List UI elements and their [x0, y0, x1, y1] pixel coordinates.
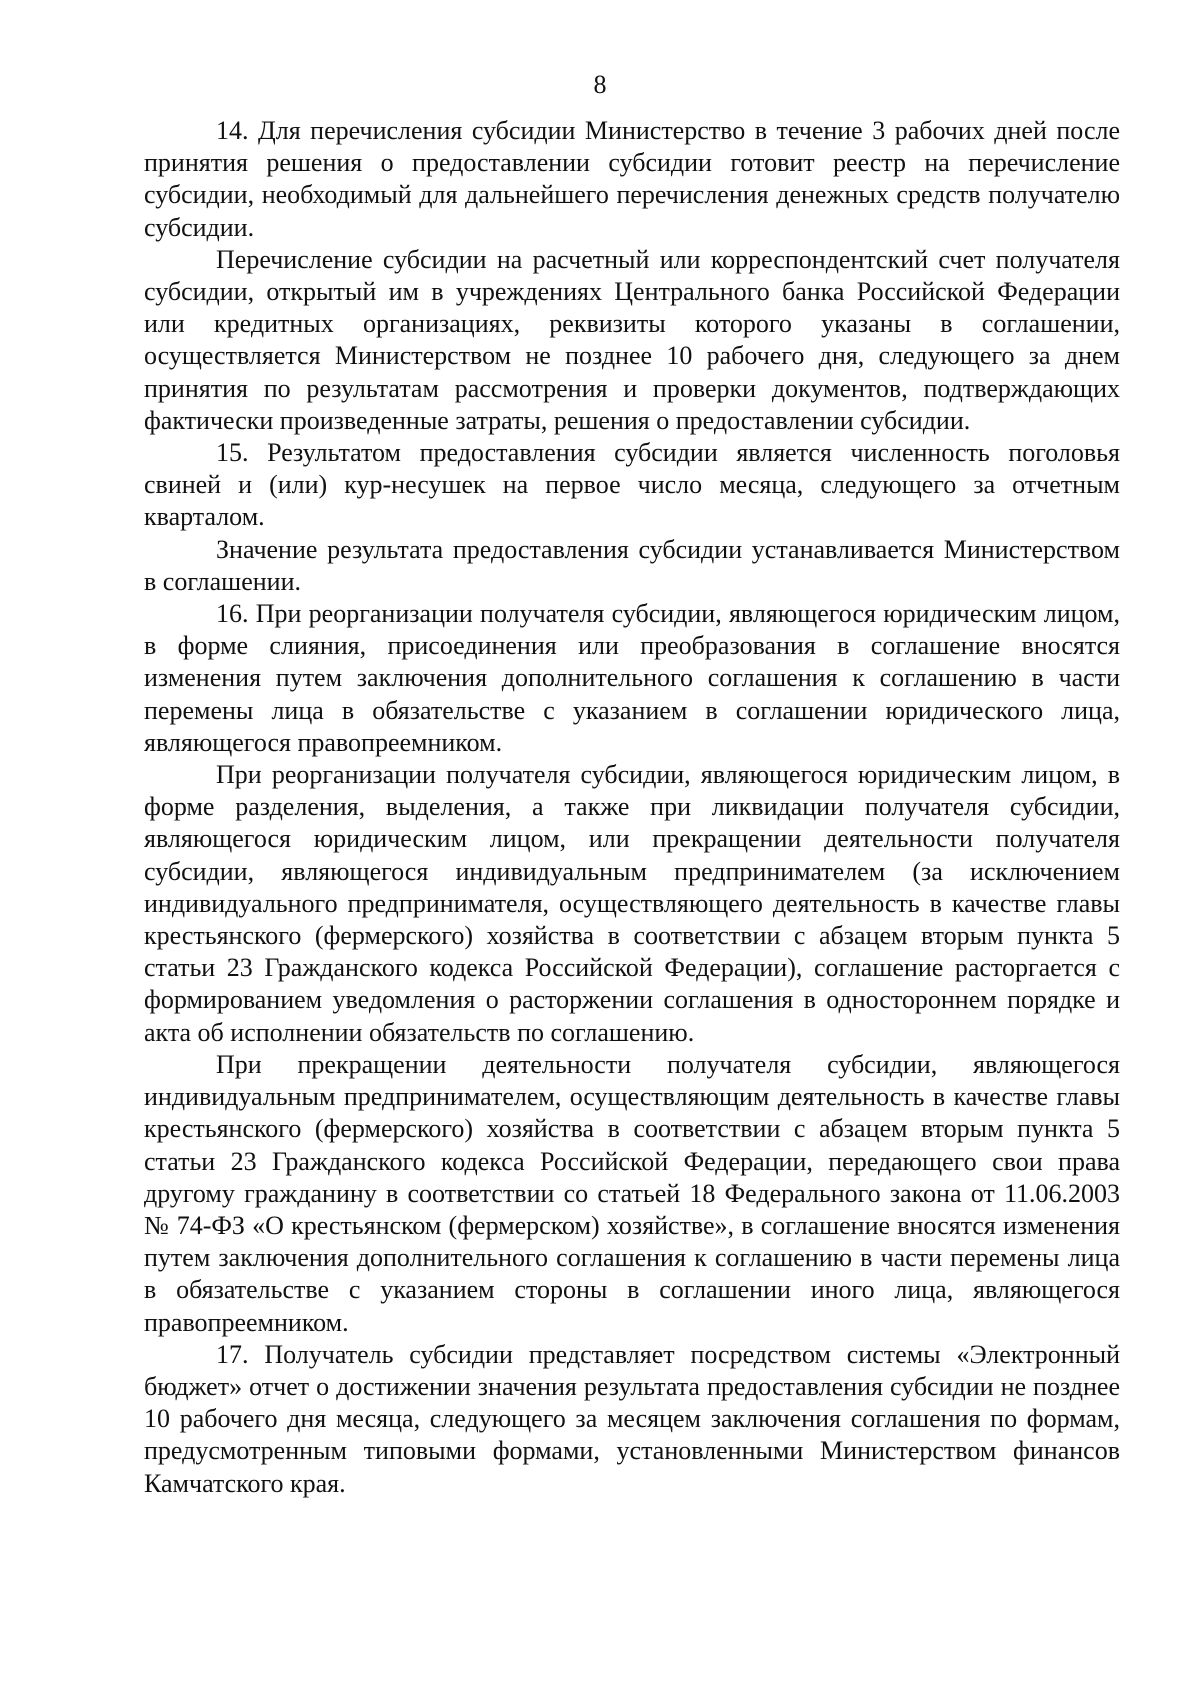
paragraph-15: 15. Результатом предоставления субсидии является численность поголовья свиней и (или) кур-несушек на первое число месяца, следующего за отчетным кварталом.: [144, 438, 1120, 532]
page-number: 8: [593, 70, 607, 99]
paragraph-17: 17. Получатель субсидии представляет посредством системы «Электронный бюджет» отчет о достижении значения результата предоставления субсидии не позднее 10 рабочего дня месяца, следующего за месяцем заключения соглашения по формам, предусмотренным типовыми формами, установленными Министерством финансов Камчатского края.: [144, 1339, 1120, 1498]
paragraph-14: 14. Для перечисления субсидии Министерство в течение 3 рабочих дней после принятия решения о предоставлении субсидии готовит реестр на перечисление субсидии, необходимый для дальнейшего перечисления денежных средств получателю субсидии.: [144, 116, 1120, 242]
paragraph-16-division: При реорганизации получателя субсидии, являющегося юридическим лицом, в форме разделения, выделения, а также при ликвидации получателя субсидии, являющегося юридическим лицом, или прекращении деятельности получателя субсидии, являющегося индивидуальным предпринимателем (за исключением индивидуального предпринимателя, осуществляющего деятельность в качестве главы крестьянского (фермерского) хозяйства в соответствии с абзацем вторым пункта 5 статьи 23 Гражданского кодекса Российской Федерации), соглашение расторгается с формированием уведомления о расторжении соглашения в одностороннем порядке и акта об исполнении обязательств по соглашению.: [144, 760, 1120, 1047]
document-body: [144, 115, 1120, 1500]
paragraph-15-value: Значение результата предоставления субсидии устанавливается Министерством в соглашении.: [144, 534, 1120, 596]
paragraph-16-farm: При прекращении деятельности получателя субсидии, являющегося индивидуальным предпринимателем, осуществляющим деятельность в качестве главы крестьянского (фермерского) хозяйства в соответствии с абзацем вторым пункта 5 статьи 23 Гражданского кодекса Российской Федерации, передающего свои права другому гражданину в соответствии со статьей 18 Федерального закона от 11.06.2003 № 74-ФЗ «О крестьянском (фермерском) хозяйстве», в соглашение вносятся изменения путем заключения дополнительного соглашения к соглашению в части перемены лица в обязательстве с указанием стороны в соглашении иного лица, являющегося правопреемником.: [144, 1049, 1120, 1337]
paragraph-14-transfer: Перечисление субсидии на расчетный или корреспондентский счет получателя субсидии, открытый им в учреждениях Центрального банка Российской Федерации или кредитных организациях, реквизиты которого указаны в соглашении, осуществляется Министерством не позднее 10 рабочего дня, следующего за днем принятия по результатам рассмотрения и проверки документов, подтверждающих фактически произведенные затраты, решения о предоставлении субсидии.: [144, 244, 1120, 435]
paragraph-16: 16. При реорганизации получателя субсидии, являющегося юридическим лицом, в форме слияния, присоединения или преобразования в соглашение вносятся изменения путем заключения дополнительного соглашения к соглашению в части перемены лица в обязательстве с указанием в соглашении юридического лица, являющегося правопреемником.: [144, 599, 1120, 757]
